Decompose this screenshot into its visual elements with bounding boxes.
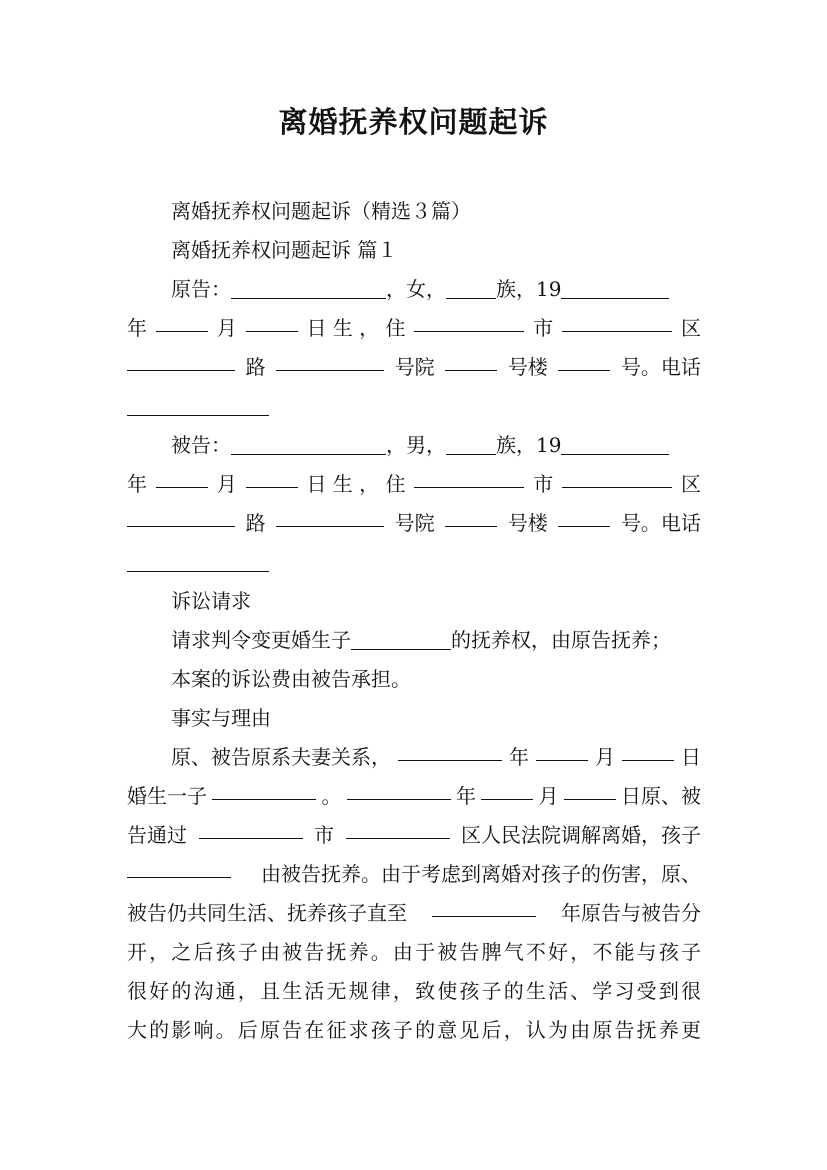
blank-field[interactable] <box>156 465 208 488</box>
text: 。 <box>321 784 342 808</box>
facts-line-3 <box>127 816 701 855</box>
defendant-ethnicity: 族，19 <box>496 433 562 457</box>
text: 告通过 <box>127 823 187 847</box>
blank-field[interactable] <box>127 348 235 371</box>
blank-field[interactable] <box>446 432 496 455</box>
text: 日 生 ， 住 <box>306 316 406 340</box>
blank-field[interactable] <box>351 627 451 650</box>
defendant-gender: ，男， <box>386 433 446 457</box>
blank-field[interactable] <box>231 432 386 455</box>
blank-field[interactable] <box>561 276 669 299</box>
facts-line-1 <box>127 738 701 777</box>
text: 年 <box>509 745 529 769</box>
blank-field[interactable] <box>398 738 502 761</box>
facts-line-4 <box>127 855 701 894</box>
claims-heading: 诉讼请求 <box>171 589 251 613</box>
blank-field[interactable] <box>346 816 450 839</box>
text: 号楼 <box>507 355 548 379</box>
text: 婚生一子 <box>127 784 207 808</box>
blank-field[interactable] <box>432 894 536 917</box>
plaintiff-line-2 <box>127 309 701 348</box>
text: 的抚养权，由原告抚养； <box>451 628 671 652</box>
text: 月 <box>595 745 615 769</box>
text: 由被告抚养。由于考虑到离婚对孩子的伤害，原、 <box>261 862 701 886</box>
facts-heading: 事实与理由 <box>171 706 271 730</box>
claim-1 <box>127 621 701 660</box>
text: 被告仍共同生活、抚养孩子直至 <box>127 901 407 925</box>
text: 月 <box>538 784 559 808</box>
text: 日原、被 <box>621 784 701 808</box>
text: 号。电话 <box>620 355 701 379</box>
blank-field[interactable] <box>414 465 524 488</box>
blank-field[interactable] <box>231 276 386 299</box>
blank-field[interactable] <box>558 504 610 527</box>
facts-line-6: 开，之后孩子由被告抚养。由于被告脾气不好，不能与孩子 <box>127 940 701 964</box>
blank-field[interactable] <box>246 309 298 332</box>
text: 号院 <box>394 355 435 379</box>
blank-field[interactable] <box>536 738 588 761</box>
blank-field[interactable] <box>558 348 610 371</box>
blank-field[interactable] <box>246 465 298 488</box>
text: 路 <box>245 511 266 535</box>
defendant-line-1 <box>127 426 701 465</box>
plaintiff-line-4 <box>127 387 701 426</box>
blank-field[interactable] <box>562 309 672 332</box>
section-heading: 离婚抚养权问题起诉 篇１ <box>171 238 398 262</box>
page-title: 离婚抚养权问题起诉 <box>278 105 549 139</box>
defendant-label: 被告： <box>171 433 231 457</box>
claim-2: 本案的诉讼费由被告承担。 <box>171 667 411 691</box>
blank-field[interactable] <box>127 855 231 878</box>
blank-field[interactable] <box>446 276 496 299</box>
document-body <box>127 192 701 1050</box>
text: 日 <box>681 745 701 769</box>
blank-field[interactable] <box>445 348 497 371</box>
blank-field[interactable] <box>347 777 451 800</box>
subtitle: 离婚抚养权问题起诉（精选３篇） <box>171 199 471 223</box>
text: 日 生 ， 住 <box>306 472 406 496</box>
text: 请求判令变更婚生子 <box>171 628 351 652</box>
text: 号院 <box>394 511 435 535</box>
blank-field[interactable] <box>445 504 497 527</box>
blank-field[interactable] <box>481 777 533 800</box>
plaintiff-label: 原告： <box>171 277 231 301</box>
text: 年 <box>456 784 476 808</box>
text: 市 <box>533 316 554 340</box>
facts-line-5 <box>127 894 701 933</box>
text: 区人民法院调解离婚，孩子 <box>461 823 701 847</box>
text: 市 <box>314 823 334 847</box>
text: 原、被告原系夫妻关系， <box>171 745 391 769</box>
facts-line-8: 大的影响。后原告在征求孩子的意见后，认为由原告抚养更 <box>127 1018 701 1042</box>
text: 年 <box>127 472 147 496</box>
blank-field[interactable] <box>156 309 208 332</box>
blank-field[interactable] <box>276 504 384 527</box>
blank-field[interactable] <box>127 393 269 416</box>
facts-line-7: 很好的沟通，且生活无规律，致使孩子的生活、学习受到很 <box>127 979 701 1003</box>
text: 年 <box>127 316 147 340</box>
blank-field[interactable] <box>127 504 235 527</box>
blank-field[interactable] <box>562 465 672 488</box>
blank-field[interactable] <box>414 309 524 332</box>
plaintiff-ethnicity: 族，19 <box>496 277 562 301</box>
text: 号楼 <box>507 511 548 535</box>
defendant-line-3 <box>127 504 701 543</box>
text: 市 <box>533 472 554 496</box>
blank-field[interactable] <box>212 777 316 800</box>
text: 年原告与被告分 <box>561 901 701 925</box>
blank-field[interactable] <box>127 549 269 572</box>
text: 月 <box>216 472 237 496</box>
blank-field[interactable] <box>564 777 616 800</box>
defendant-line-2 <box>127 465 701 504</box>
plaintiff-gender: ，女， <box>386 277 446 301</box>
text: 号。电话 <box>620 511 701 535</box>
blank-field[interactable] <box>276 348 384 371</box>
blank-field[interactable] <box>561 432 669 455</box>
blank-field[interactable] <box>199 816 303 839</box>
blank-field[interactable] <box>622 738 674 761</box>
text: 路 <box>245 355 266 379</box>
text: 区 <box>680 472 701 496</box>
plaintiff-line-1 <box>127 270 701 309</box>
text: 区 <box>680 316 701 340</box>
plaintiff-line-3 <box>127 348 701 387</box>
defendant-line-4 <box>127 543 701 582</box>
text: 月 <box>216 316 237 340</box>
facts-line-2 <box>127 777 701 816</box>
